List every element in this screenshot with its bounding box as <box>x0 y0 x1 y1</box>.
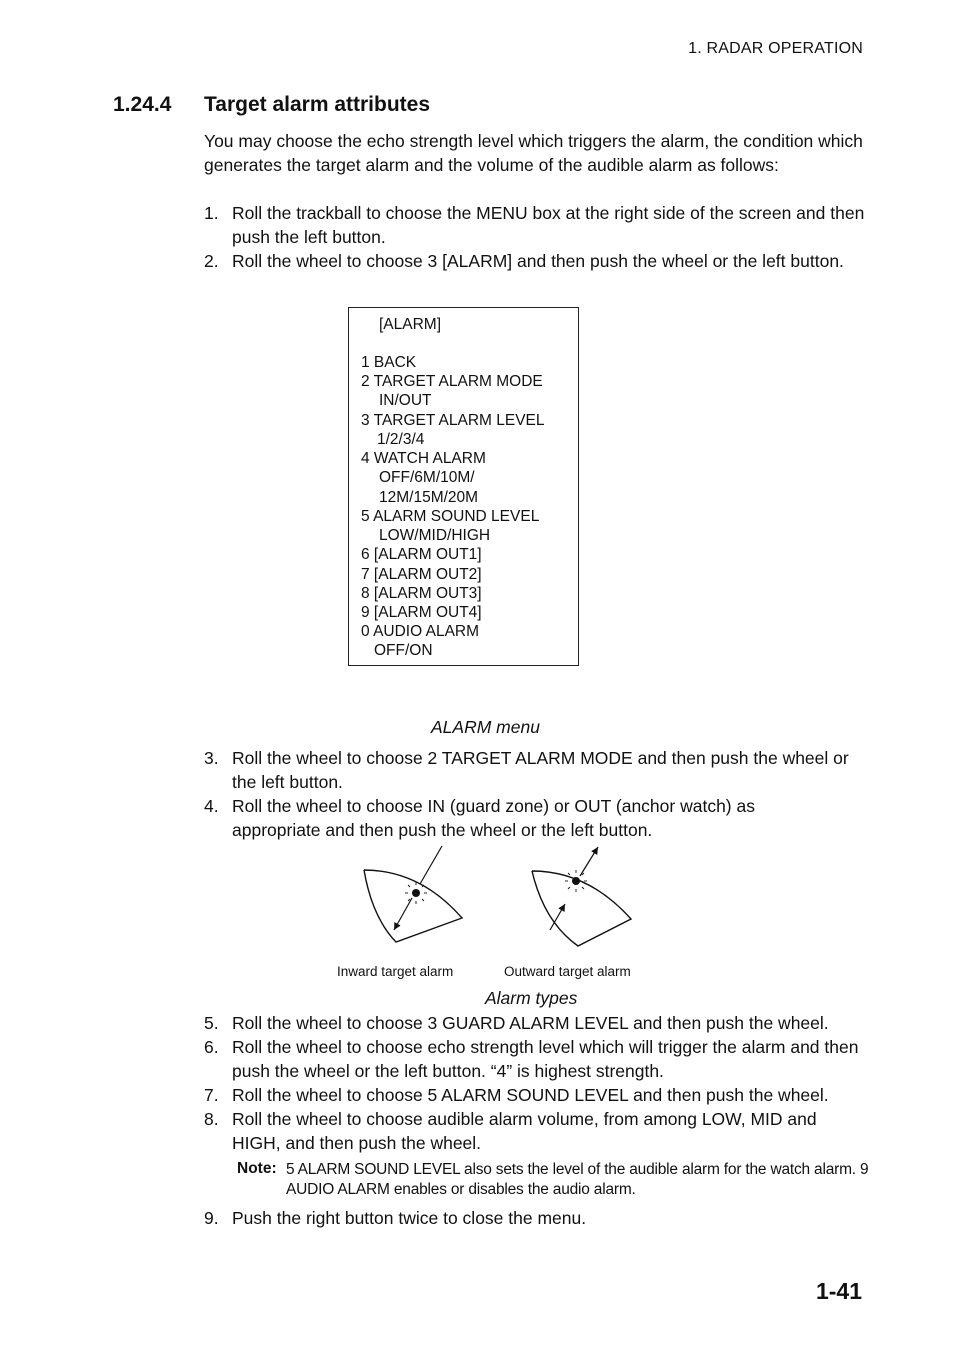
step-9 <box>204 1206 869 1230</box>
step-text: Roll the wheel to choose audible alarm volume, from among LOW, MID and HIGH, and then push the wheel. <box>232 1109 817 1153</box>
step-number: 9. <box>204 1208 219 1228</box>
menu-line: 12M/15M/20M <box>379 489 479 506</box>
inward-outer-line <box>420 846 442 884</box>
menu-line: OFF/6M/10M/ <box>379 469 475 486</box>
step-number: 4. <box>204 796 219 816</box>
step-6 <box>204 1035 864 1083</box>
step-number: 6. <box>204 1037 219 1057</box>
page-number: 1-41 <box>815 1278 862 1304</box>
step-number: 2. <box>204 251 219 271</box>
intro-paragraph: You may choose the echo strength level which triggers the alarm, the condition which generates the target alarm and the volume of the audible alarm as follows: <box>204 131 863 175</box>
step-7 <box>204 1083 874 1107</box>
step-5 <box>204 1011 874 1035</box>
step-2 <box>204 249 869 273</box>
inward-label: Inward target alarm <box>337 964 454 979</box>
step-3 <box>204 746 874 794</box>
menu-line: 4 WATCH ALARM <box>361 450 486 467</box>
menu-line: 9 [ALARM OUT4] <box>361 604 482 621</box>
section-title: Target alarm attributes <box>204 93 431 116</box>
menu-line: OFF/ON <box>374 642 433 659</box>
menu-line: 3 TARGET ALARM LEVEL <box>361 412 545 429</box>
alarm-menu-box <box>348 307 579 666</box>
menu-line: IN/OUT <box>379 392 432 409</box>
outward-zone-sector <box>532 871 631 946</box>
inward-target-echo-icon <box>405 882 427 904</box>
inward-arrow <box>394 898 412 930</box>
menu-line: 1 BACK <box>361 354 417 371</box>
step-number: 8. <box>204 1109 219 1129</box>
step-text: Roll the trackball to choose the MENU box at the right side of the screen and then push the left button. <box>232 203 865 247</box>
menu-line: 5 ALARM SOUND LEVEL <box>361 508 540 525</box>
step-number: 1. <box>204 203 219 223</box>
step-text: Roll the wheel to choose 3 GUARD ALARM LEVEL and then push the wheel. <box>232 1013 829 1033</box>
alarm-types-figure <box>350 842 650 952</box>
step-1 <box>204 201 869 249</box>
menu-line: 1/2/3/4 <box>377 431 425 448</box>
section-number: 1.24.4 <box>113 93 172 116</box>
step-text: Roll the wheel to choose 3 [ALARM] and then push the wheel or the left button. <box>232 251 844 271</box>
outward-arrow <box>580 847 598 876</box>
running-header: 1. RADAR OPERATION <box>688 40 863 57</box>
step-text: Roll the wheel to choose echo strength level which will trigger the alarm and then push the wheel or the left button. “4” is highest strength. <box>232 1037 859 1081</box>
step-8 <box>204 1107 864 1155</box>
note-label: Note: <box>237 1160 277 1177</box>
step-number: 3. <box>204 748 219 768</box>
note-text: 5 ALARM SOUND LEVEL also sets the level of the audible alarm for the watch alarm. 9 AUDIO ALARM enables or disables the audio alarm. <box>286 1161 869 1198</box>
menu-line: LOW/MID/HIGH <box>379 527 491 544</box>
menu-line: 7 [ALARM OUT2] <box>361 566 482 583</box>
step-text: Roll the wheel to choose 2 TARGET ALARM MODE and then push the wheel or the left button. <box>232 748 849 792</box>
figure-caption: Alarm types <box>485 988 578 1008</box>
outward-target-echo-icon <box>565 870 587 892</box>
step-number: 7. <box>204 1085 219 1105</box>
inward-zone-sector <box>364 870 462 942</box>
menu-line: 6 [ALARM OUT1] <box>361 546 482 563</box>
menu-line: 0 AUDIO ALARM <box>361 623 480 640</box>
step-text: Push the right button twice to close the menu. <box>232 1208 587 1228</box>
menu-line: 8 [ALARM OUT3] <box>361 585 482 602</box>
menu-title: [ALARM] <box>379 316 442 333</box>
menu-caption: ALARM menu <box>431 717 540 737</box>
outward-label: Outward target alarm <box>504 964 631 979</box>
menu-line: 2 TARGET ALARM MODE <box>361 373 543 390</box>
step-number: 5. <box>204 1013 219 1033</box>
step-4 <box>204 794 814 842</box>
step-text: Roll the wheel to choose 5 ALARM SOUND LEVEL and then push the wheel. <box>232 1085 829 1105</box>
step-text: Roll the wheel to choose IN (guard zone) or OUT (anchor watch) as appropriate and then push the wheel or the left button. <box>232 796 755 840</box>
